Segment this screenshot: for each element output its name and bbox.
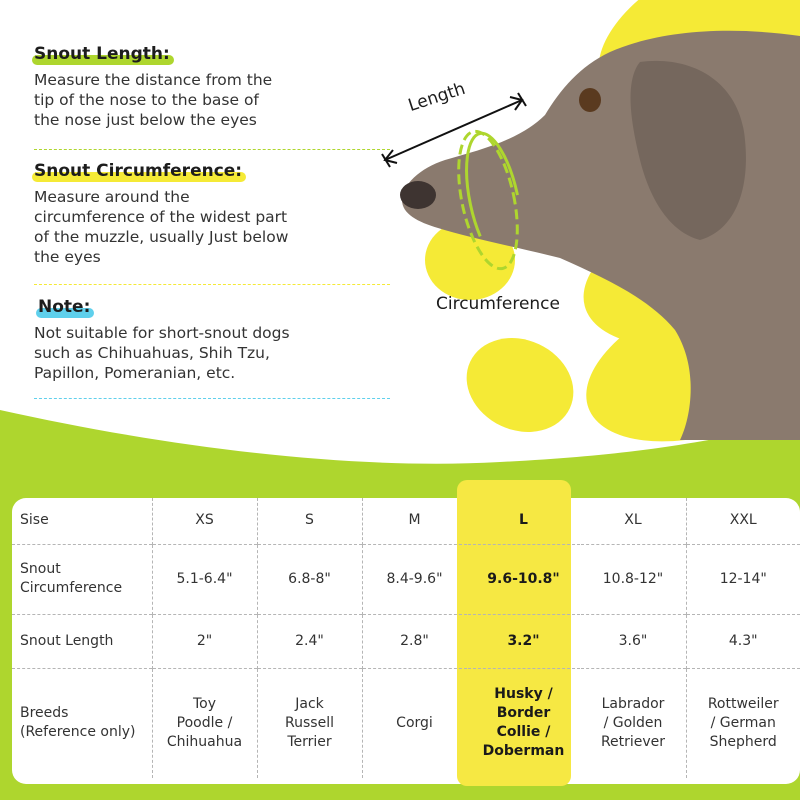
body-line: of the muzzle, usually Just below [34,228,289,246]
label-line: (Reference only) [20,724,136,741]
cell-line: Chihuahua [166,733,243,750]
cell-line: Poodle / [176,714,233,731]
cell-line: / Golden [603,714,663,731]
snout-length-body [34,70,374,130]
cell-line: Husky / [494,686,553,703]
table-cell: 4.3" [686,614,800,668]
divider-green [34,149,390,150]
row-label [12,544,152,614]
table-cell: 2.8" [362,614,467,668]
header-cell: XL [624,512,642,529]
cell-line: / German [710,714,776,731]
header-cell: XXL [686,498,800,544]
cell-line: Corgi [396,714,433,731]
table-cell-highlight: 3.2" [467,614,580,668]
heading-text: Note: [38,297,91,317]
cell-line: Rottweiler [707,695,779,712]
cell-line: Terrier [287,733,332,750]
label-line: Snout Length [20,632,114,649]
table-cell-highlight [467,668,580,778]
table-cell: 2.4" [257,614,362,668]
table-row [12,614,800,668]
table-row [12,544,800,614]
header-cell: Sise [20,512,49,529]
body-line: Measure the distance from the [34,71,273,89]
table-cell [152,668,257,778]
table-cell [362,668,467,778]
table-cell: 8.4-9.6" [362,544,467,614]
cell-line: Labrador [601,695,665,712]
cell-line: Border [496,705,551,722]
table-row [12,668,800,778]
heading-text: Snout Length: [34,44,170,64]
header-cell: S [257,498,362,544]
divider-yellow [34,284,390,285]
table-cell: 12-14" [686,544,800,614]
label-line: Snout [20,561,61,577]
note-section [34,297,374,383]
table-cell: 3.6" [580,614,686,668]
body-line: Measure around the [34,188,190,206]
label-line: Circumference [20,580,123,596]
cell-line: Doberman [482,743,565,760]
table-cell: 2" [152,614,257,668]
body-line: tip of the nose to the base of [34,91,259,109]
body-line: the eyes [34,248,101,266]
header-cell: XS [152,498,257,544]
body-line: the nose just below the eyes [34,111,257,129]
row-label [12,614,152,668]
size-chart-table [12,498,800,778]
note-body [34,323,374,383]
note-heading [38,297,90,317]
table-cell-highlight: 9.6-10.8" [467,544,580,614]
circumference-label: Circumference [436,294,560,314]
snout-length-section [34,44,374,130]
table-cell: 6.8-8" [257,544,362,614]
body-line: Not suitable for short-snout dogs [34,324,290,342]
length-label: Length [405,78,468,116]
snout-circumference-section [34,161,374,267]
cell-line: Russell [285,714,334,731]
label-line: Breeds [20,705,69,722]
snout-length-heading [34,44,170,64]
cell-line: Jack [295,695,324,712]
table-cell [686,668,800,778]
table-header-row [12,498,800,544]
body-line: circumference of the widest part [34,208,288,226]
body-line: such as Chihuahuas, Shih Tzu, [34,344,270,362]
body-line: Papillon, Pomeranian, etc. [34,364,236,382]
snout-circumference-body [34,187,374,267]
heading-text: Snout Circumference: [34,161,243,181]
table-cell [580,668,686,778]
paw-pad-bottom [451,321,589,449]
divider-cyan [34,398,390,399]
cell-line: Shepherd [709,733,777,750]
cell-line: Collie / [496,724,551,741]
row-label [12,668,152,778]
table-cell: 5.1-6.4" [152,544,257,614]
cell-line: Retriever [600,733,666,750]
cell-line: Toy [192,695,217,712]
table-cell: 10.8-12" [580,544,686,614]
header-cell-highlight: L [519,512,528,529]
header-cell: M [362,498,467,544]
snout-circumference-heading [34,161,242,181]
table-cell [257,668,362,778]
